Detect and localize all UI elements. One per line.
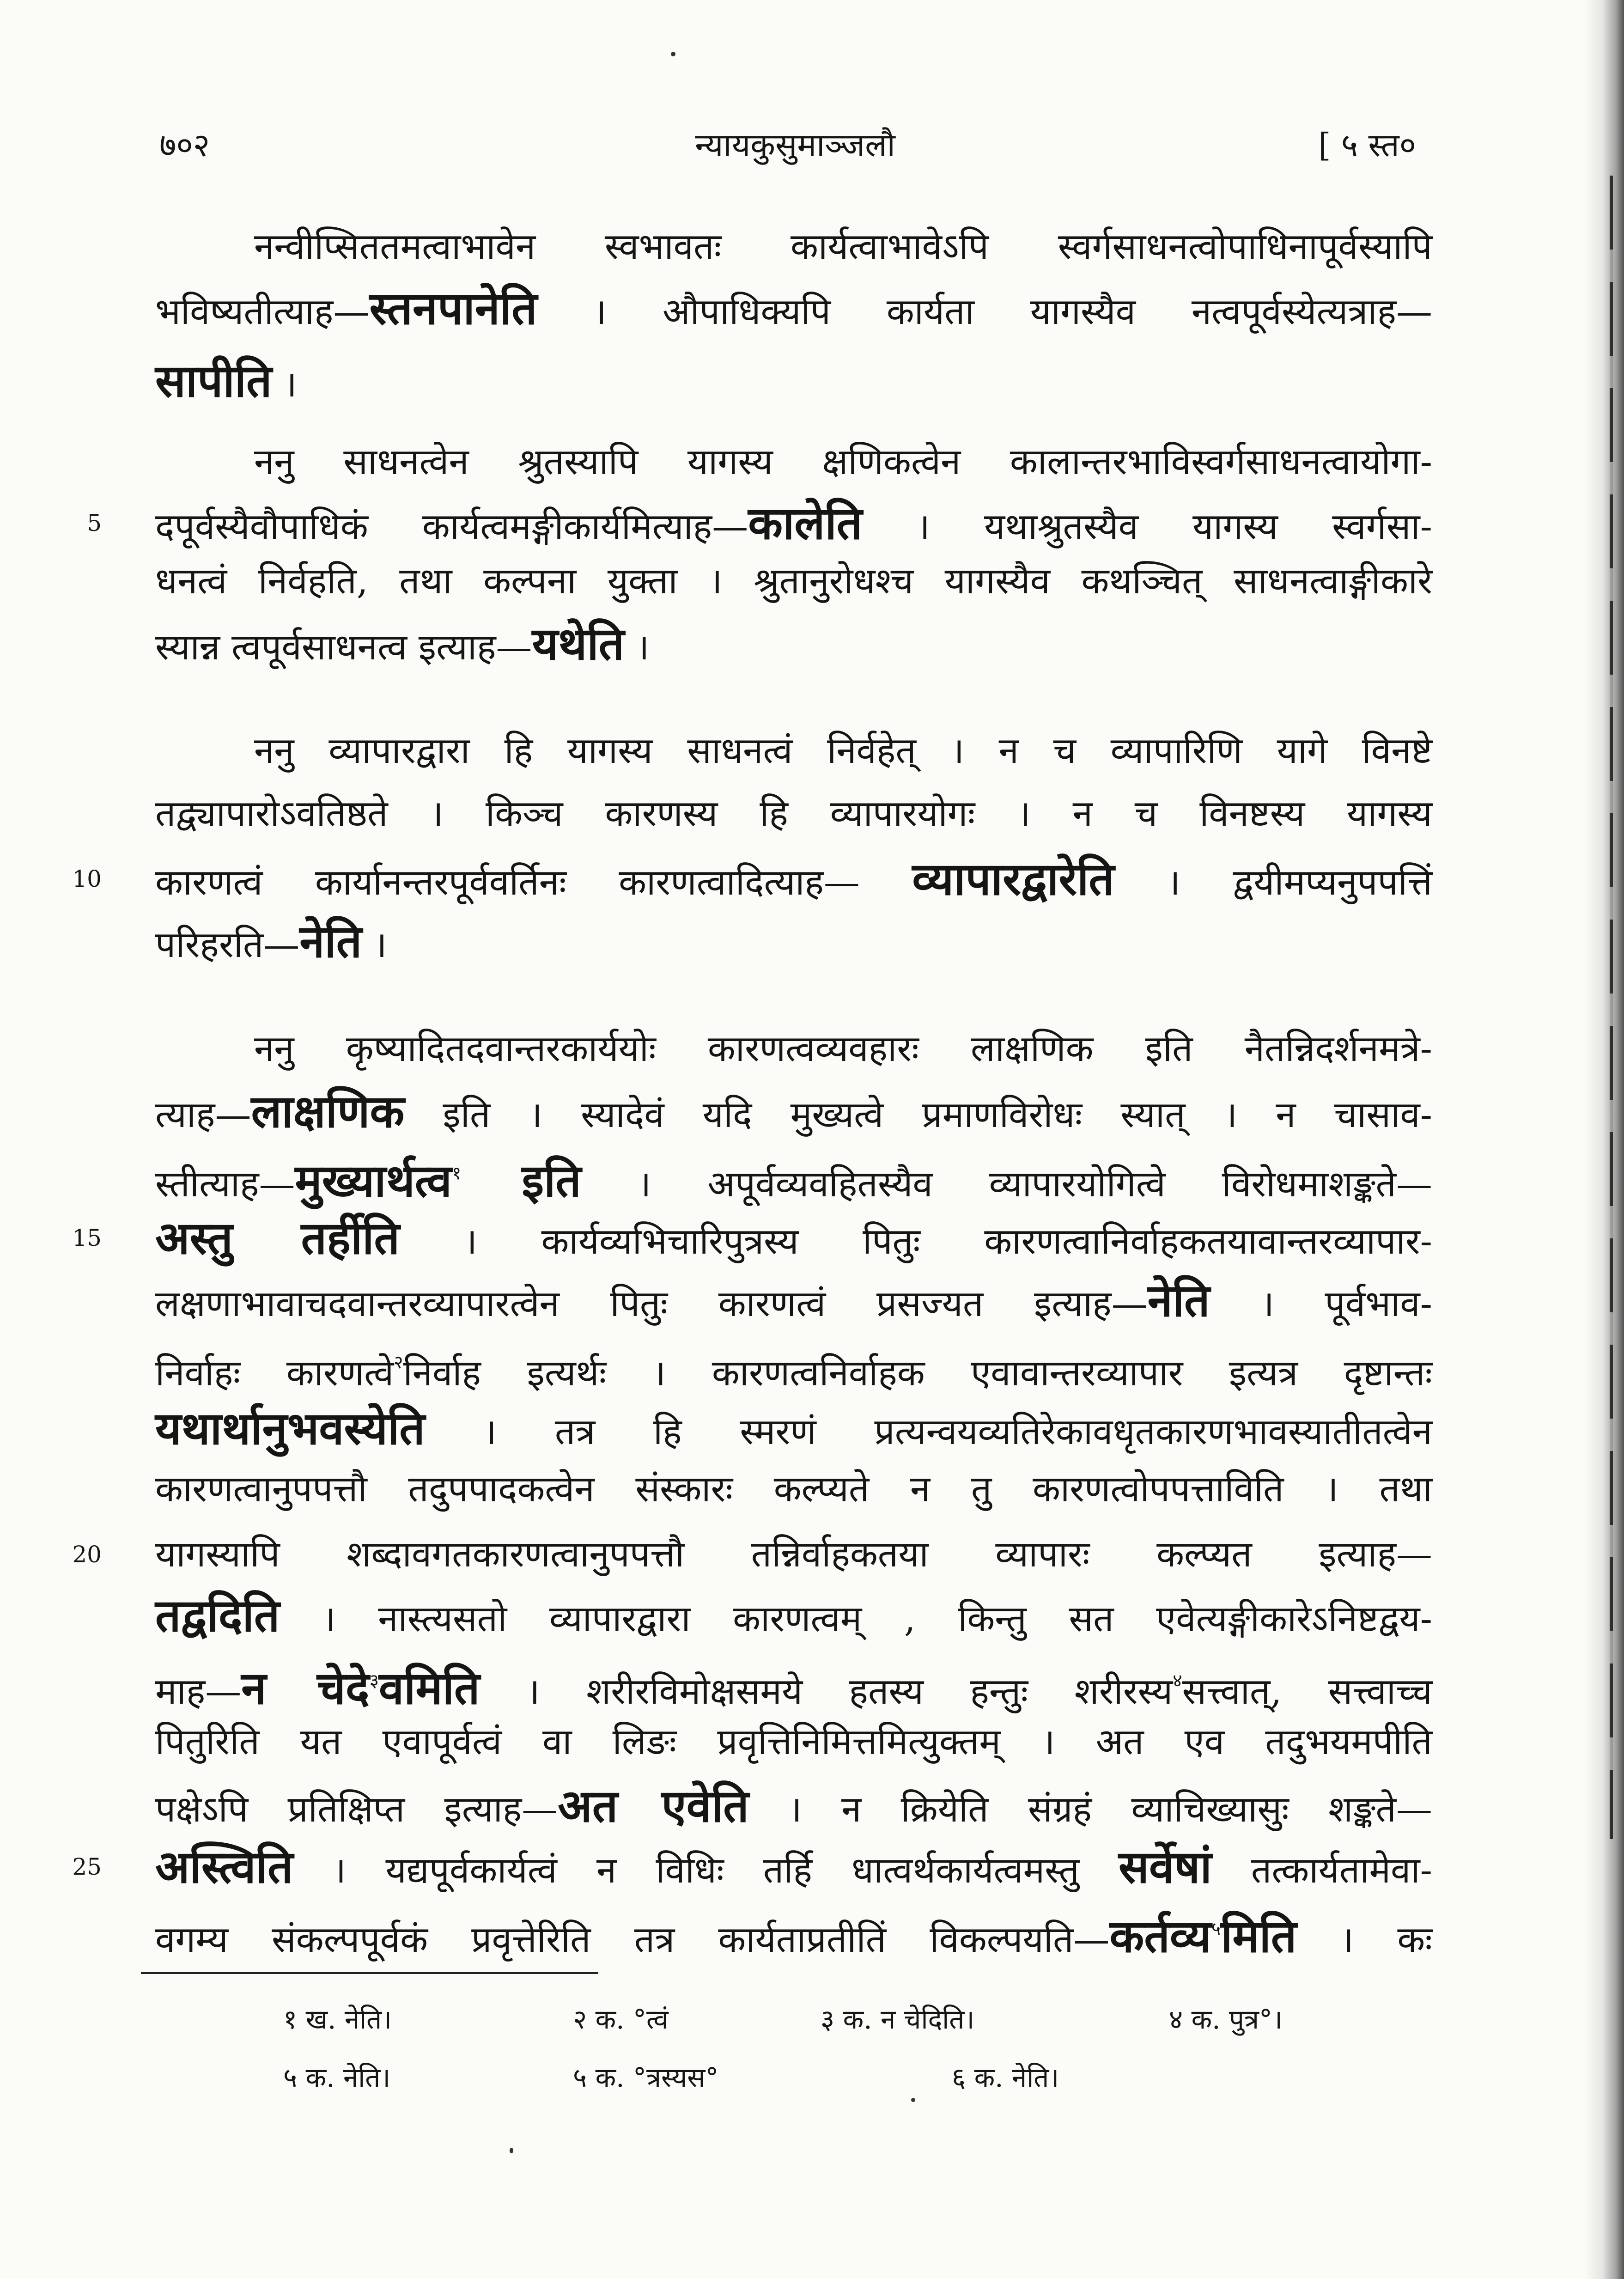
text-line	[155, 1079, 1432, 1144]
text-line	[155, 1773, 1432, 1838]
pratika-keyword: कालेति	[748, 496, 863, 549]
footnote-marker: १	[451, 1163, 462, 1184]
text-line-content	[254, 730, 1432, 772]
text-line-content	[155, 281, 1432, 335]
text-segment: स्यान्न त्वपूर्वसाधनत्व इत्याह—	[155, 627, 532, 668]
text-segment: ननु साधनत्वेन श्रुतस्यापि यागस्य क्षणिकत्वेन कालान्तरभाविस्वर्गसाधनत्वायोगा-	[254, 441, 1432, 483]
text-line	[254, 214, 1432, 279]
scan-speck	[911, 2098, 915, 2102]
line-number: 15	[72, 1225, 102, 1251]
text-segment: । नास्त्यसतो व्यापारद्वारा कारणत्वम् , किन्तु सत एवेत्यङ्गीकारेऽनिष्टद्वय-	[280, 1598, 1432, 1640]
text-line	[155, 847, 1432, 911]
pratika-keyword: यथेति	[532, 617, 625, 670]
footnote: ३ क. न चेदिति।	[821, 2004, 975, 2035]
footnote-marker: ५	[1211, 1919, 1221, 1939]
footnote: २ क. °त्वं	[573, 2004, 669, 2035]
text-segment: ।	[362, 924, 387, 966]
line-number: 5	[87, 510, 102, 536]
text-segment: । पूर्वभाव-	[1210, 1283, 1432, 1325]
text-line	[155, 1710, 1432, 1774]
text-segment: ।	[272, 364, 297, 405]
text-segment: वगम्य संकल्पपूर्वकं प्रवृत्तेरिति तत्र कार्यताप्रतीतिं विकल्पयति—	[155, 1919, 1110, 1961]
text-line-content	[155, 1661, 1433, 1715]
text-line-content	[155, 793, 1432, 835]
footnote: ५ क. °त्रस्यस°	[573, 2062, 719, 2093]
text-segment: यागस्यापि शब्दावगतकारणत्वानुपपत्तौ तन्निर्वाहकतया व्यापारः कल्प्यत इत्याह—	[155, 1534, 1432, 1575]
text-segment: पक्षेऽपि प्रतिक्षिप्त इत्याह—	[155, 1789, 558, 1830]
text-line	[254, 1017, 1432, 1081]
pratika-keyword: मिति	[1221, 1909, 1297, 1963]
text-segment: सत्त्वात्, सत्त्वाच्च	[1182, 1671, 1433, 1713]
text-line-content	[155, 1840, 1432, 1893]
text-line	[155, 611, 1432, 676]
pratika-keyword: नेति	[1147, 1274, 1210, 1327]
text-segment: । न क्रियेति संग्रहं व्याचिख्यासुः शङ्कते—	[748, 1789, 1433, 1830]
text-segment: पितुरिति यत एवापूर्वत्वं वा लिङः प्रवृत्तिनिमित्तमित्युक्तम् । अत एव तदुभयमपीति	[155, 1721, 1432, 1763]
text-segment: माह—	[155, 1671, 242, 1713]
footnote-marker: २	[394, 1352, 403, 1373]
text-line	[155, 1330, 1432, 1395]
text-segment: । कार्यव्यभिचारिपुत्रस्य पितुः कारणत्वानिर्वाहकतयावान्तरव्यापार-	[400, 1221, 1432, 1262]
text-segment: । यथाश्रुतस्यैव यागस्य स्वर्गसा-	[862, 506, 1432, 548]
text-segment: दपूर्वस्यैवौपाधिकं कार्यत्वमङ्गीकार्यमित्याह—	[155, 506, 748, 548]
text-line-content	[155, 1909, 1433, 1963]
pratika-keyword: स्तनपानेति	[369, 281, 537, 335]
scan-binding-edge	[1585, 0, 1624, 2279]
pratika-keyword: सर्वेषां	[1119, 1840, 1212, 1893]
text-segment: । द्वयीमप्यनुपपत्तिं	[1114, 862, 1432, 903]
pratika-keyword: यथार्थानुभवस्येति	[155, 1402, 425, 1455]
text-line-content	[155, 914, 387, 968]
text-line	[155, 348, 1432, 413]
pratika-keyword: कर्तव्य	[1109, 1909, 1211, 1963]
text-segment: ननु व्यापारद्वारा हि यागस्य साधनत्वं निर्वहेत् । न च व्यापारिणि यागे विनष्टे	[254, 730, 1432, 772]
text-segment: तत्कार्यतामेवा-	[1211, 1850, 1432, 1891]
pratika-keyword: मुख्यार्थत्व	[295, 1154, 452, 1207]
text-line	[254, 719, 1432, 783]
pratika-keyword: वमिति	[378, 1661, 480, 1715]
pratika-keyword: अस्त्विति	[155, 1840, 293, 1893]
text-line-content	[155, 1274, 1432, 1327]
pratika-keyword: व्यापारद्वारेति	[912, 852, 1114, 905]
text-segment: ।	[624, 627, 650, 668]
text-segment: लक्षणाभावाचदवान्तरव्यापारत्वेन पितुः कारणत्वं प्रसज्यत इत्याह—	[155, 1283, 1148, 1325]
footnote: १ ख. नेति।	[283, 2004, 392, 2035]
pratika-keyword: लाक्षणिक	[251, 1085, 405, 1138]
pratika-keyword: अत एवेति	[558, 1779, 749, 1832]
text-segment: परिहरति—	[155, 924, 300, 966]
text-line	[155, 1649, 1432, 1713]
text-segment: इति । स्यादेवं यदि मुख्यत्वे प्रमाणविरोधः स्यात् । न चासाव-	[404, 1094, 1432, 1136]
text-segment: । तत्र हि स्मरणं प्रत्यन्वयव्यतिरेकावधृतकारणभावस्यातीतत्वेन	[425, 1411, 1432, 1453]
text-line-content	[155, 1154, 1432, 1207]
text-line	[155, 1834, 1432, 1899]
footnote-marker: ३	[369, 1670, 379, 1691]
text-line-content	[254, 226, 1432, 268]
text-line-content	[155, 1534, 1432, 1575]
footnote: ६ क. नेति।	[952, 2062, 1059, 2093]
text-segment: कारणत्वं कार्यानन्तरपूर्ववर्तिनः कारणत्वादित्याह—	[155, 862, 912, 903]
scan-edge-shadow-line	[1610, 176, 1613, 1839]
text-line	[155, 1522, 1432, 1587]
text-line-content	[155, 617, 650, 670]
text-line	[155, 1206, 1432, 1270]
text-line-content	[155, 1469, 1432, 1510]
text-line-content	[254, 1028, 1432, 1070]
text-line-content	[155, 1721, 1432, 1763]
text-segment: नन्वीप्सिततमत्वाभावेन स्वभावतः कार्यत्वाभावेऽपि स्वर्गसाधनत्वोपाधिनापूर्वस्यापि	[254, 226, 1432, 268]
text-segment: ननु कृष्यादितदवान्तरकार्ययोः कारणत्वव्यवहारः लाक्षणिक इति नैतन्निदर्शनमत्रे-	[254, 1028, 1432, 1070]
text-line-content	[155, 561, 1432, 602]
running-title: न्यायकुसुमाञ्जलौ	[695, 126, 895, 164]
text-line	[155, 1396, 1432, 1461]
footnote-separator	[141, 1972, 598, 1974]
pratika-keyword: सापीति	[155, 354, 272, 407]
text-line-content	[155, 1353, 1432, 1394]
text-line-content	[155, 1085, 1432, 1138]
text-line	[254, 430, 1432, 494]
text-segment: कारणत्वानुपपत्तौ तदुपपादकत्वेन संस्कारः कल्प्यते न तु कारणत्वोपपत्ताविति । तथा	[155, 1469, 1432, 1510]
text-line	[155, 781, 1432, 846]
text-segment: तद्व्यापारोऽवतिष्ठते । किञ्च कारणस्य हि व्यापारयोगः । न च विनष्टस्य यागस्य	[155, 793, 1432, 835]
text-segment: । शरीरविमोक्षसमये हतस्य हन्तुः शरीरस्य	[480, 1671, 1173, 1713]
text-line	[155, 1141, 1432, 1206]
text-line	[155, 1457, 1432, 1522]
text-line	[155, 1897, 1432, 1962]
text-line-content	[155, 1402, 1432, 1455]
pratika-keyword: नेति	[299, 914, 362, 968]
footnote: ४ क. पुत्र°।	[1169, 2004, 1283, 2035]
text-segment: निर्वाह इत्यर्थः । कारणत्वनिर्वाहक एवावान्तरव्यापार इत्यत्र दृष्टान्तः	[403, 1353, 1432, 1395]
pratika-keyword: अस्तु तर्हीति	[155, 1211, 400, 1264]
text-segment: । कः	[1296, 1919, 1433, 1961]
line-number: 10	[72, 865, 102, 892]
text-segment: निर्वाहः कारणत्वे	[155, 1353, 394, 1395]
text-segment: । यद्यपूर्वकार्यत्वं न विधिः तर्हि धात्वर्थकार्यत्वमस्तु	[293, 1850, 1119, 1891]
text-segment: । अपूर्वव्यवहितस्यैव व्यापारयोगित्वे विरोधमाशङ्कते—	[581, 1164, 1432, 1206]
scan-speck	[510, 2148, 513, 2153]
text-line	[155, 491, 1432, 555]
text-line-content	[254, 441, 1432, 483]
line-number: 20	[72, 1541, 102, 1568]
text-line-content	[155, 852, 1432, 905]
section-marker: [ ५ स्त०	[1318, 126, 1416, 164]
text-line	[155, 549, 1432, 614]
text-line	[155, 1268, 1432, 1333]
footnote: ५ क. नेति।	[283, 2062, 391, 2093]
text-line	[155, 1583, 1432, 1648]
text-segment: स्तीत्याह—	[155, 1164, 295, 1206]
text-line-content	[155, 1211, 1432, 1264]
text-segment: धनत्वं निर्वहति, तथा कल्पना युक्ता । श्रुतानुरोधश्च यागस्यैव कथञ्चित् साधनत्वाङ्गीकारे	[155, 561, 1432, 602]
text-segment: त्याह—	[155, 1094, 251, 1136]
footnote-marker: ४	[1173, 1670, 1182, 1691]
pratika-keyword: तद्वदिति	[155, 1589, 280, 1642]
text-line-content	[155, 496, 1432, 549]
pratika-keyword: न चेदे	[241, 1661, 370, 1715]
text-line-content	[155, 1589, 1432, 1642]
text-line	[155, 276, 1432, 341]
scan-speck	[671, 52, 675, 56]
line-number: 25	[72, 1853, 102, 1880]
text-segment: । औपाधिक्यपि कार्यता यागस्यैव नत्वपूर्वस्येत्यत्राह—	[537, 291, 1432, 333]
page-number: ७०२	[159, 126, 210, 164]
text-line-content	[155, 354, 297, 407]
text-line-content	[155, 1779, 1433, 1832]
text-segment: भविष्यतीत्याह—	[155, 291, 370, 333]
text-line	[155, 909, 1432, 974]
pratika-keyword: इति	[461, 1154, 581, 1207]
